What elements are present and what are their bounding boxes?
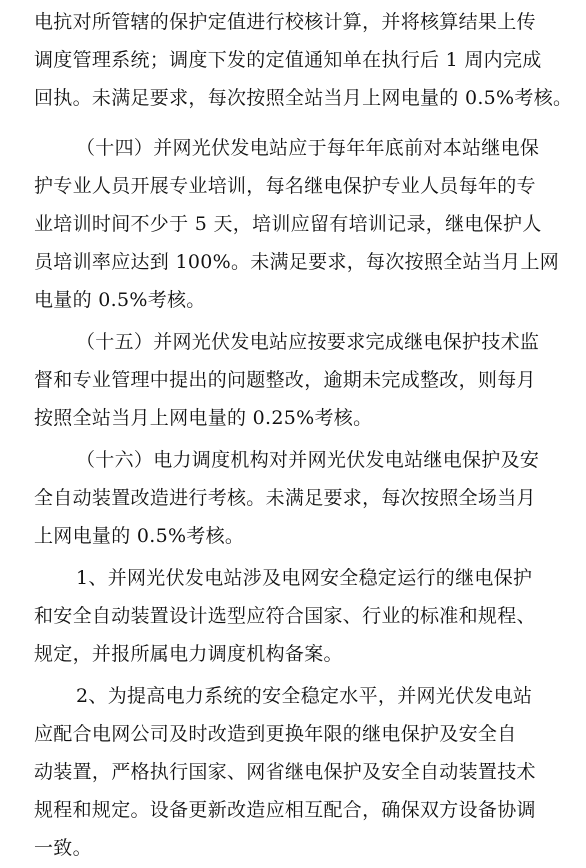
- section-14-line-1: （十四）并网光伏发电站应于每年年底前对本站继电保: [76, 137, 540, 159]
- section-14-line-4: 员培训率应达到 100%。未满足要求，每次按照全站当月上网: [34, 251, 560, 273]
- item-1-line-1: 1、并网光伏发电站涉及电网安全稳定运行的继电保护: [76, 567, 533, 589]
- section-14-line-3: 业培训时间不少于 5 天，培训应留有培训记录，继电保护人: [34, 213, 542, 235]
- section-16-line-1: （十六）电力调度机构对并网光伏发电站继电保护及安: [76, 449, 540, 471]
- item-2-line-4: 规程和规定。设备更新改造应相互配合，确保双方设备协调: [34, 799, 536, 821]
- section-15-line-3: 按照全站当月上网电量的 0.25%考核。: [34, 407, 373, 429]
- section-14-line-5: 电量的 0.5%考核。: [34, 289, 206, 311]
- item-2-line-1: 2、为提高电力系统的安全稳定水平，并网光伏发电站: [76, 685, 533, 707]
- text-line-1: 电抗对所管辖的保护定值进行校核计算，并将核算结果上传: [34, 11, 536, 33]
- section-15-line-2: 督和专业管理中提出的问题整改，逾期未完成整改，则每月: [34, 369, 536, 391]
- text-line-2: 调度管理系统；调度下发的定值通知单在执行后 1 周内完成: [34, 49, 542, 71]
- item-1-line-3: 规定，并报所属电力调度机构备案。: [34, 643, 343, 665]
- section-16-line-2: 全自动装置改造进行考核。未满足要求，每次按照全场当月: [34, 487, 536, 509]
- item-2-line-3: 动装置，严格执行国家、网省继电保护及安全自动装置技术: [34, 761, 536, 783]
- section-14-line-2: 护专业人员开展专业培训，每名继电保护专业人员每年的专: [34, 175, 536, 197]
- section-16-line-3: 上网电量的 0.5%考核。: [34, 525, 245, 547]
- item-2-line-2: 应配合电网公司及时改造到更换年限的继电保护及安全自: [34, 723, 517, 745]
- item-1-line-2: 和安全自动装置设计选型应符合国家、行业的标准和规程、: [34, 605, 536, 627]
- text-line-3: 回执。未满足要求，每次按照全站当月上网电量的 0.5%考核。: [34, 87, 573, 109]
- section-15-line-1: （十五）并网光伏发电站应按要求完成继电保护技术监: [76, 331, 540, 353]
- item-2-line-5: 一致。: [34, 837, 92, 859]
